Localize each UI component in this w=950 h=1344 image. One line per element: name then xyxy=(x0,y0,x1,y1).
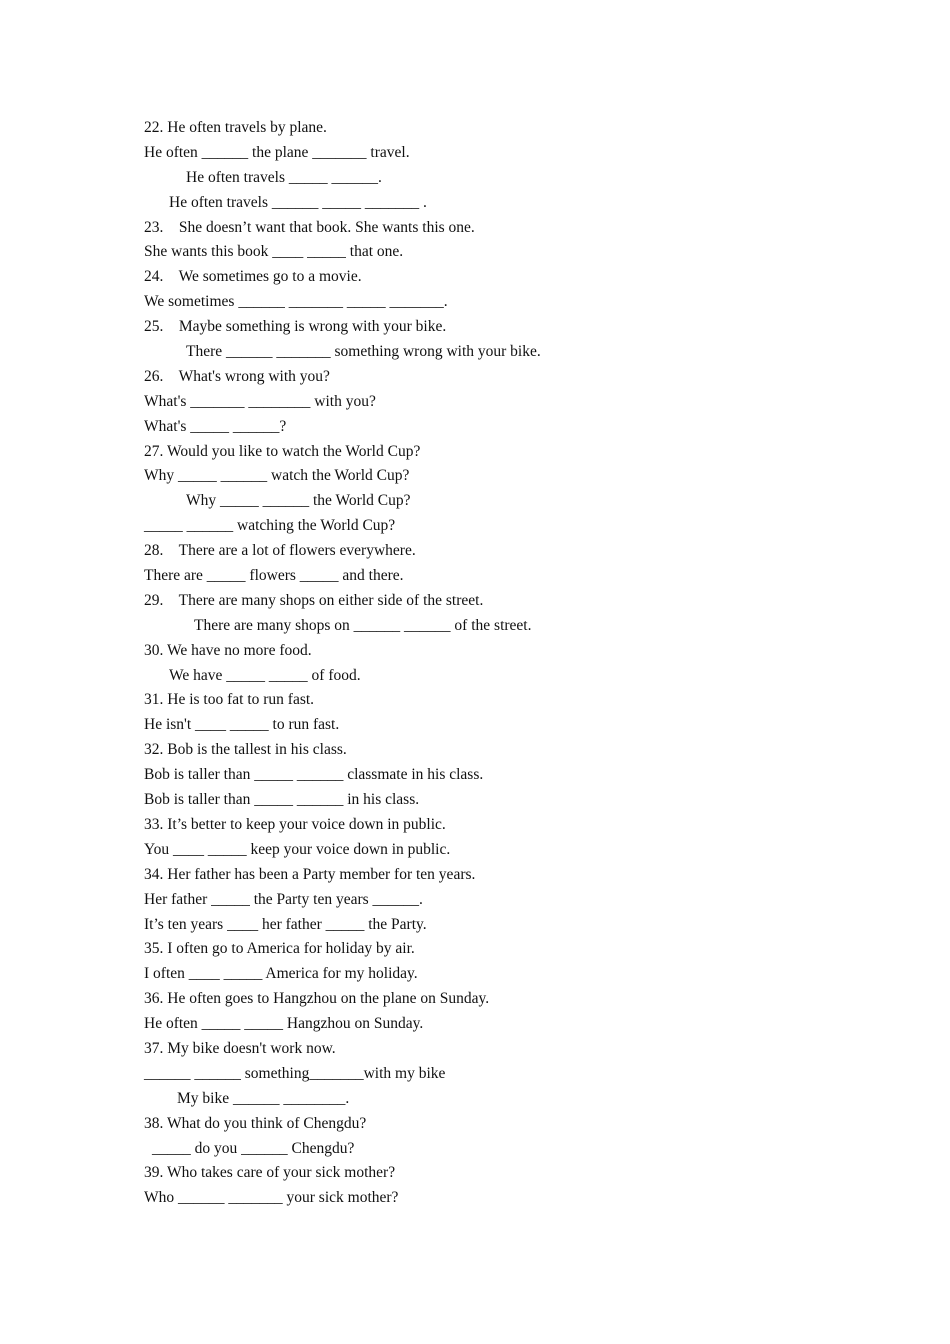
worksheet-line: 37. My bike doesn't work now. xyxy=(144,1039,336,1057)
worksheet-line: _____ ______ watching the World Cup? xyxy=(144,517,396,535)
worksheet-line: He often ______ the plane _______ travel. xyxy=(144,143,410,161)
worksheet-line: 39. Who takes care of your sick mother? xyxy=(144,1164,396,1182)
worksheet-line: He often travels ______ _____ _______ . xyxy=(169,193,427,211)
worksheet-line: There are many shops on ______ ______ of the street. xyxy=(194,616,532,634)
worksheet-line: 30. We have no more food. xyxy=(144,641,312,659)
worksheet-line: 27. Would you like to watch the World Cup? xyxy=(144,442,421,460)
worksheet-line: She wants this book ____ _____ that one. xyxy=(144,243,404,261)
worksheet-line: 33. It’s better to keep your voice down in public. xyxy=(144,815,446,833)
worksheet-line: Why _____ ______ the World Cup? xyxy=(186,492,411,510)
worksheet-line: 22. He often travels by plane. xyxy=(144,119,327,136)
worksheet-line: We have _____ _____ of food. xyxy=(169,666,361,684)
worksheet-line: What's _____ ______? xyxy=(144,417,287,435)
worksheet-line: Her father _____ the Party ten years ______. xyxy=(144,890,423,908)
worksheet-line: We sometimes ______ _______ _____ _______. xyxy=(144,293,448,311)
worksheet-line: 24. We sometimes go to a movie. xyxy=(144,268,362,286)
worksheet-line: Who ______ _______ your sick mother? xyxy=(144,1189,399,1207)
worksheet-line: ______ ______ something_______with my bike xyxy=(144,1064,446,1082)
worksheet-line: You ____ _____ keep your voice down in public. xyxy=(144,840,451,858)
worksheet-line: He isn't ____ _____ to run fast. xyxy=(144,716,340,734)
worksheet-line: 25. Maybe something is wrong with your bike. xyxy=(144,318,447,336)
worksheet-line: 29. There are many shops on either side of the street. xyxy=(144,591,484,609)
worksheet-line: There are _____ flowers _____ and there. xyxy=(144,567,404,585)
worksheet-page xyxy=(144,116,864,1211)
worksheet-line: 35. I often go to America for holiday by air. xyxy=(144,940,415,958)
worksheet-line: Bob is taller than _____ ______ in his class. xyxy=(144,791,420,809)
worksheet-line: He often _____ _____ Hangzhou on Sunday. xyxy=(144,1015,424,1033)
worksheet-line: My bike ______ ________. xyxy=(177,1089,350,1107)
worksheet-line: 36. He often goes to Hangzhou on the plane on Sunday. xyxy=(144,990,490,1008)
worksheet-line: 38. What do you think of Chengdu? xyxy=(144,1114,367,1132)
worksheet-line: Why _____ ______ watch the World Cup? xyxy=(144,467,410,485)
worksheet-line: 32. Bob is the tallest in his class. xyxy=(144,741,347,759)
worksheet-line: What's _______ ________ with you? xyxy=(144,392,376,410)
worksheet-line: Bob is taller than _____ ______ classmate in his class. xyxy=(144,766,484,784)
worksheet-line: 31. He is too fat to run fast. xyxy=(144,691,315,709)
worksheet-line: He often travels _____ ______. xyxy=(186,168,382,186)
worksheet-line: I often ____ _____ America for my holiday. xyxy=(144,965,418,983)
worksheet-line: It’s ten years ____ her father _____ the Party. xyxy=(144,915,427,933)
worksheet-line: 34. Her father has been a Party member for ten years. xyxy=(144,865,476,883)
worksheet-line: _____ do you ______ Chengdu? xyxy=(152,1139,355,1157)
worksheet-line: There ______ _______ something wrong with your bike. xyxy=(186,343,541,361)
worksheet-line: 28. There are a lot of flowers everywhere. xyxy=(144,542,416,560)
worksheet-line: 23. She doesn’t want that book. She wants this one. xyxy=(144,218,475,236)
worksheet-line: 26. What's wrong with you? xyxy=(144,367,330,385)
